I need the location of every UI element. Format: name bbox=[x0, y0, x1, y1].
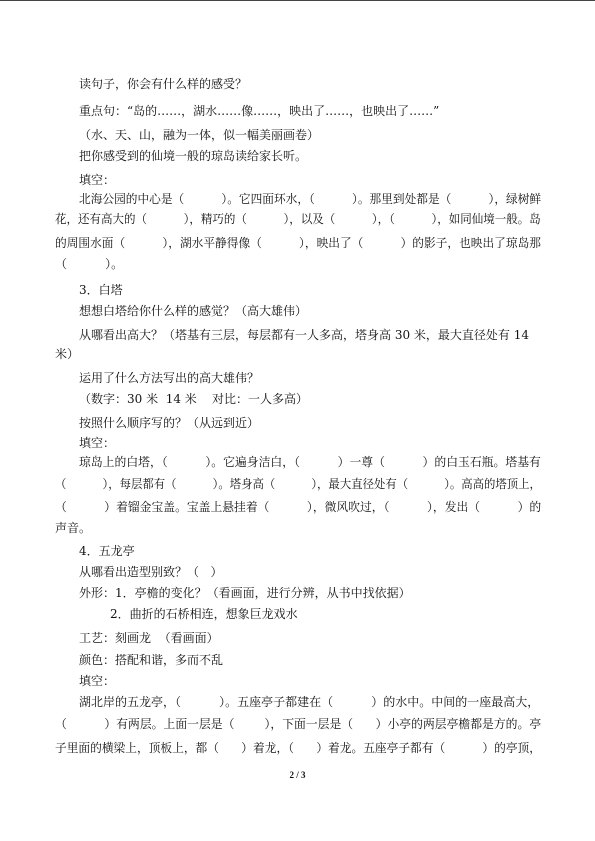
text-line bbox=[0, 433, 595, 453]
text-line bbox=[0, 74, 595, 94]
text-line bbox=[0, 189, 595, 209]
line-text: 想想白塔给你什么样的感觉？（高大雄伟） bbox=[79, 304, 308, 318]
line-text: 运用了什么方法写出的高大雄伟？ bbox=[79, 371, 260, 385]
text-line bbox=[0, 474, 595, 494]
text-line bbox=[0, 452, 595, 472]
line-text: （水、天、山，融为一体，似一幅美丽画卷） bbox=[79, 128, 320, 142]
text-line bbox=[0, 325, 595, 345]
line-text: 声音。 bbox=[55, 521, 92, 535]
line-text: 重点句：“岛的……，湖水……像……，映出了……，也映出了……” bbox=[79, 104, 440, 118]
text-line bbox=[0, 628, 595, 648]
line-text: 读句子，你会有什么样的感受？ bbox=[79, 77, 248, 91]
text-line bbox=[0, 146, 595, 166]
text-line bbox=[0, 101, 595, 121]
line-text: 填空： bbox=[79, 173, 116, 187]
text-line bbox=[0, 518, 595, 538]
line-text: 的周围水面（ ），湖水平静得像（ ），映出了（ ）的影子，也映出了琼岛那 bbox=[55, 236, 541, 250]
text-line bbox=[0, 583, 595, 603]
text-line bbox=[0, 604, 595, 624]
text-line bbox=[0, 692, 595, 712]
line-text: 按照什么顺序写的？（从远到近） bbox=[79, 416, 260, 430]
line-text: 2．曲折的石桥相连，想象巨龙戏水 bbox=[110, 607, 298, 621]
text-line bbox=[0, 650, 595, 670]
page-top-rule bbox=[0, 0, 595, 1]
text-line bbox=[0, 125, 595, 145]
line-text: 填空： bbox=[79, 674, 116, 688]
line-text: （ ）着镏金宝盖。宝盖上悬挂着（ ），微风吹过，（ ），发出（ ）的 bbox=[55, 500, 542, 514]
line-text: （ ）有两层。上面一层是（ ），下面一层是（ ）小亭的两层亭檐都是方的。亭 bbox=[55, 717, 542, 731]
text-line bbox=[0, 671, 595, 691]
text-line bbox=[0, 301, 595, 321]
line-text: 4．五龙亭 bbox=[79, 544, 135, 558]
line-text: 把你感受到的仙境一般的琼岛读给家长听。 bbox=[79, 149, 308, 163]
line-text: 湖北岸的五龙亭，（ ）。五座亭子都建在（ ）的水中。中间的一座最高大， bbox=[79, 695, 540, 709]
line-text: 子里面的横梁上，顶板上，都（ ）着龙，（ ）着龙。五座亭子都有（ ）的亭顶， bbox=[55, 741, 541, 755]
line-text: 从哪看出造型别致？（ ） bbox=[79, 565, 223, 579]
text-line bbox=[0, 233, 595, 253]
page-number: 2 / 3 bbox=[289, 770, 306, 780]
text-line bbox=[0, 254, 595, 274]
line-text: 填空： bbox=[79, 436, 116, 450]
text-line bbox=[0, 714, 595, 734]
line-text: 米） bbox=[55, 347, 80, 361]
line-text: （数字：30 米 14 米 对比：一人多高） bbox=[79, 392, 309, 406]
line-text: 琼岛上的白塔，（ ）。它遍身洁白，（ ）一尊（ ）的白玉石瓶。塔基有 bbox=[79, 455, 541, 469]
line-text: 3．白塔 bbox=[79, 283, 123, 297]
line-text: 从哪看出高大？（塔基有三层，每层都有一人多高，塔身高 30 米，最大直径处有 14 bbox=[79, 328, 529, 342]
section-heading bbox=[0, 280, 595, 300]
text-line bbox=[0, 562, 595, 582]
line-text: （ ），每层都有（ ）。塔身高（ ），最大直径处有（ ）。高高的塔顶上， bbox=[55, 477, 541, 491]
text-line bbox=[0, 389, 595, 409]
text-line bbox=[0, 170, 595, 190]
line-text: 颜色：搭配和谐，多而不乱 bbox=[79, 653, 224, 667]
text-line bbox=[0, 209, 595, 229]
section-heading bbox=[0, 541, 595, 561]
line-text: 北海公园的中心是（ ）。它四面环水，（ ）。那里到处都是（ ），绿树鲜 bbox=[79, 192, 542, 206]
line-text: 工艺：刻画龙 （看画面） bbox=[79, 631, 219, 645]
line-text: 外形：1．亭檐的变化？（看画面，进行分辨，从书中找依据） bbox=[79, 586, 411, 600]
text-line bbox=[0, 368, 595, 388]
line-text: （ ）。 bbox=[55, 257, 124, 271]
text-line bbox=[0, 497, 595, 517]
line-text: 花，还有高大的（ ），精巧的（ ），以及（ ），（ ），如同仙境一般。岛 bbox=[55, 212, 541, 226]
text-line bbox=[0, 344, 595, 364]
text-line bbox=[0, 738, 595, 758]
text-line bbox=[0, 413, 595, 433]
